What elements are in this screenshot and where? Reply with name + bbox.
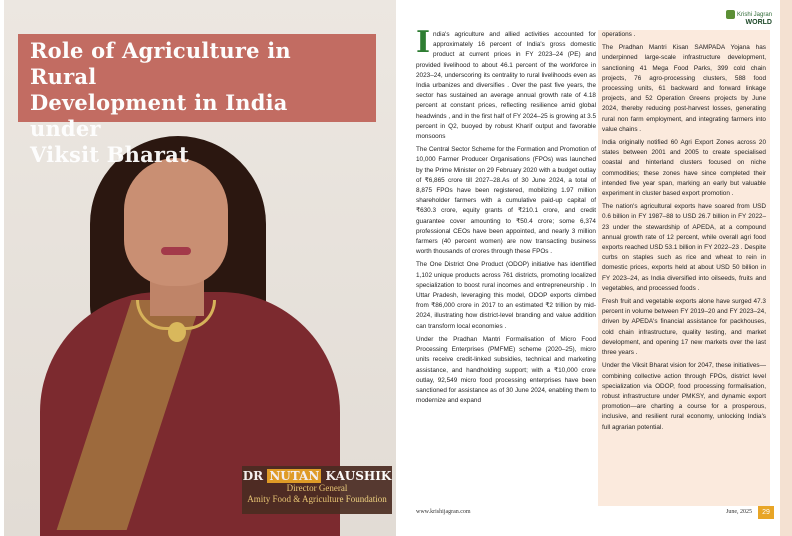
- article-column-right: [598, 30, 770, 506]
- author-surname: KAUSHIK: [325, 469, 392, 483]
- paragraph: operations .: [602, 31, 636, 38]
- author-role: Director General: [286, 483, 348, 493]
- portrait-pendant: [168, 322, 186, 342]
- dropcap: I: [416, 25, 431, 60]
- paragraph: The One District One Product (ODOP) initiative has identified 1,102 unique products across 761 districts, promoting localized specialization to boost rural incomes and entrepreneurship . In Uttar Pradesh, leveraging this model, ODOP exports climbed from ₹86,000 crore in 2017 to an estimated ₹2 trillion by mid-2024, illustrating how district-level branding and value addition can transform local economies .: [416, 261, 596, 330]
- left-page: [4, 0, 396, 536]
- title-line-3: Viksit Bharat: [30, 142, 189, 167]
- author-organization: Amity Food & Agriculture Foundation: [247, 494, 387, 504]
- paragraph: The Pradhan Mantri Kisan SAMPADA Yojana has underpinned large-scale infrastructure development, sanctioning 41 Mega Food Parks, 399 cold chain projects, 76 agro-processing clusters, 588 food processing units, 61 backward and forward linkage projects, and 52 Operation Greens projects by June 2024, thereby reducing post-harvest losses, generating rural non farm employment, and integrating farmers into value chains .: [602, 44, 766, 133]
- paragraph-text: ndia's agriculture and allied activities accounted for approximately 16 percent of India's gross domestic product at current prices in FY 2023–24 (PE) and provided livelihood to about 46.1 percent of the workforce in 2023–24, underscoring its centrality to rural livelihoods even as India urbanizes and diversifies . Over the past five years, the sector has sustained an average annual growth rate of 4.18 percent at constant prices, reflecting resilience amid global headwinds , and in the first half of FY 2024–25 is growing at 3.5 percent in Q2, buoyed by robust Kharif output and favorable monsoons: [416, 31, 596, 141]
- title-line-2: Development in India under: [30, 90, 288, 141]
- portrait-lips: [161, 247, 191, 255]
- paragraph: Under the Pradhan Mantri Formalisation of Micro Food Processing Enterprises (PMFME) scheme (2020–25), micro units receive credit-linked subsidies, technical and marketing assistance, and handholding support; with a ₹10,000 crore outlay, 92,549 micro food processing enterprises have been sanctioned for assistance as of 30 June 2024, enabling them to modernize and expand: [416, 335, 596, 405]
- brand-line-1: Krishi Jagran: [736, 12, 772, 19]
- author-caption: [242, 466, 392, 514]
- right-page: [400, 0, 792, 536]
- paragraph: India originally notified 60 Agri Export Zones across 20 states between 2001 and 2005 to create specialised coastal and hinterland clusters focused on niche commodities; these zones have since completed their intended five year span, marking an early but valuable experiment in cluster based export promotion .: [602, 139, 766, 198]
- paragraph: The nation's agricultural exports have soared from USD 0.6 billion in FY 1987–88 to USD 26.7 billion in FY 2022–23 under the stewardship of APEDA, at a compound annual growth rate of 12 percent, while overall agri food exports reached USD 53.1 billion in FY 2022–23 . Despite curbs on staples such as rice and wheat to rein in domestic prices, exports held at about USD 50 billion in FY 2023–24, as India diversified into oilseeds, fruits and vegetables, and processed foods .: [602, 203, 766, 292]
- brand-line-2: WORLD: [745, 19, 772, 27]
- paragraph: Under the Viksit Bharat vision for 2047, these initiatives—combining collective action through FPOs, district level specialization via ODOP, food processing formalisation, robust infrastructure under PMKSY, and dynamic export promotion—are charting a course for a prosperous, inclusive, and resilient rural economy, unlocking India's full agrarian potential.: [602, 362, 766, 431]
- paragraph: The Central Sector Scheme for the Formation and Promotion of 10,000 Farmer Producer Organisations (FPOs) was launched by the Prime Minister on 29 February 2020 with a budget outlay of ₹6,865 crore till 2027–28.As of 30 June 2024, a total of 8,875 FPOs have been registered, mobilizing 1.97 million shareholder farmers with a cumulative paid-up capital of ₹630.3 crore, equity grants of ₹210.1 crore, and credit guarantee cover amounting to ₹50.4 crore; some 6,374 professional CEOs have been appointed, and nearly 3 million farmers (40 percent women) are now transacting business worth thousands of crores through these FPOs .: [416, 146, 596, 256]
- author-name-highlight: NUTAN: [269, 469, 320, 483]
- page-number: 29: [758, 506, 774, 519]
- title-line-1: Role of Agriculture in Rural: [30, 38, 291, 89]
- footer-date: June, 2025: [726, 509, 752, 515]
- paragraph: [416, 25, 596, 142]
- portrait-face: [124, 158, 228, 286]
- author-name: [242, 469, 392, 483]
- page-footer: [400, 506, 780, 520]
- page-edge-strip: [780, 0, 792, 536]
- paragraph: Fresh fruit and vegetable exports alone have surged 47.3 percent in volume between FY 2019–20 and FY 2023–24, driven by APEDA's financial assistance for packhouses, cold chain infrastructure, quality testing, and market development, and opening 17 new markets over the last three years .: [602, 298, 766, 357]
- article-column-left: [416, 25, 596, 409]
- article-title: [18, 34, 376, 167]
- brand-logo: [726, 10, 772, 27]
- footer-url: www.krishijagran.com: [416, 509, 471, 515]
- leaf-icon: [726, 10, 735, 19]
- author-prefix: DR: [242, 469, 264, 483]
